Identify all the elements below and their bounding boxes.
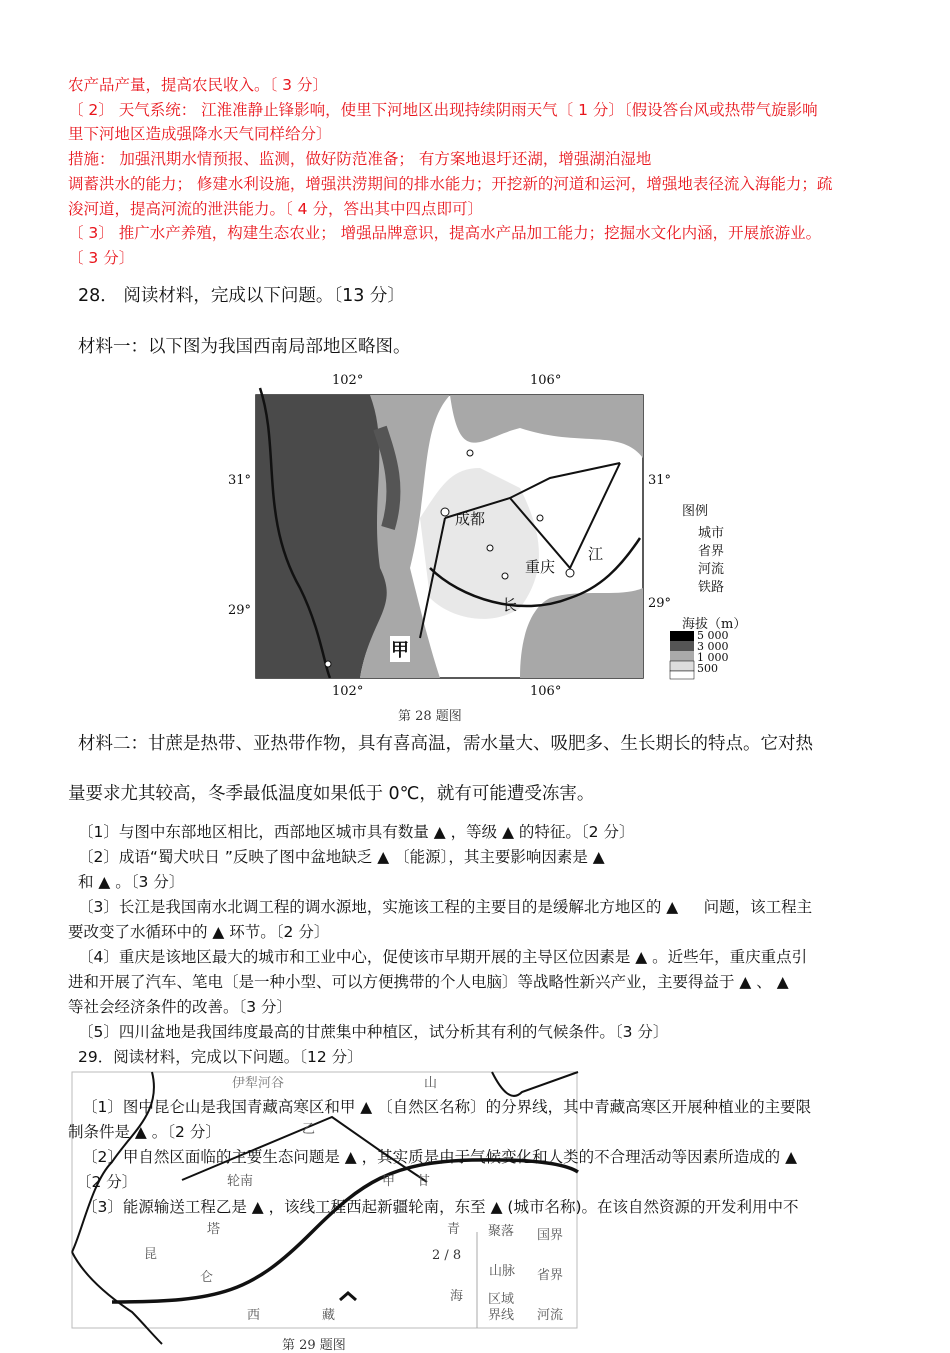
legend-elevation-title: 海拔（m） [682, 617, 747, 632]
answer-line: 〔 3 分〕 [68, 249, 135, 267]
question: 〔3〕能源输送工程乙是 ▲ ，该线工程西起新疆轮南，东至 ▲ (城市名称)。在该自然资源的开发利用中不 [82, 1198, 799, 1216]
question: 〔2〕甲自然区面临的主要生态问题是 ▲ ，其实质是由于气候变化和人类的不合理活动等因素所造成的 ▲ [82, 1148, 797, 1166]
lat-label: 29° [228, 603, 252, 618]
legend-title: 图例 [682, 504, 709, 519]
question: 〔1〕与图中东部地区相比，西部地区城市具有数量 ▲ ，等级 ▲ 的特征。〔2 分〕 [78, 823, 635, 841]
answer-line: 调蓄洪水的能力； 修建水利设施，增强洪涝期间的排水能力；开挖新的河道和运河，增强地表径流入海能力；疏 [68, 175, 833, 193]
place-label: 昆 [144, 1247, 158, 1262]
southwest-china-map [220, 368, 747, 724]
question: 等社会经济条件的改善。〔3 分〕 [68, 998, 293, 1016]
place-label: 伊犁河谷 [232, 1076, 285, 1091]
legend-province-border: 省界 [698, 544, 725, 559]
material-two-cont: 量要求尤其较高，冬季最低温度如果低于 0℃，就有可能遭受冻害。 [68, 784, 595, 804]
place-chang: 长 [502, 596, 518, 614]
q28-title: 28． 阅读材料，完成以下问题。〔13 分〕 [78, 286, 405, 306]
place-label: 青 [447, 1222, 461, 1237]
question: 〔2〕成语“蜀犬吠日 ”反映了图中盆地缺乏 ▲ 〔能源〕，其主要影响因素是 ▲ [78, 848, 605, 866]
legend-national-border: 国界 [537, 1228, 564, 1243]
place-label: 仑 [200, 1270, 214, 1285]
question: 制条件是 ▲ 。〔2 分〕 [68, 1123, 221, 1141]
place-label: 山 [424, 1076, 438, 1091]
legend-river: 河流 [698, 562, 725, 577]
elevation-level: 5 000 [697, 629, 729, 642]
place-jiang: 江 [588, 545, 604, 563]
question: 〔2 分〕 [76, 1173, 138, 1191]
material-two: 材料二：甘蔗是热带、亚热带作物，具有喜高温，需水量大、吸肥多、生长期长的特点。它对热 [78, 734, 813, 754]
page-number: 2 / 8 [432, 1248, 462, 1263]
place-label: 海 [450, 1289, 464, 1304]
lon-label: 106° [530, 373, 562, 388]
place-chengdu: 成都 [455, 510, 486, 528]
answer-line: 〔 2〕 天气系统： 江淮准静止锋影响，使里下河地区出现持续阴雨天气〔 1 分〕〔假设答台风或热带气旋影响 [68, 101, 818, 119]
place-jia: 甲 [382, 1174, 396, 1189]
place-label: 塔 [207, 1222, 221, 1237]
question: 进和开展了汽车、笔电〔是一种小型、可以方便携带的个人电脑〕等战略性新兴产业，主要得益于 ▲ 、 ▲ [68, 973, 789, 991]
question: 〔1〕图中昆仑山是我国青藏高寒区和甲 ▲ 〔自然区名称〕的分界线，其中青藏高寒区开展种植业的主要限 [82, 1098, 812, 1116]
answer-line: 措施： 加强汛期水情预报、监测，做好防范准备； 有方案地退圩还湖，增强湖泊湿地 [68, 150, 652, 168]
question: 〔5〕四川盆地是我国纬度最高的甘蔗集中种植区，试分析其有利的气候条件。〔3 分〕 [78, 1023, 669, 1041]
answer-line: 〔 3〕 推广水产养殖，构建生态农业； 增强品牌意识，提高水产品加工能力；挖掘水文化内涵，开展旅游业。 [68, 224, 822, 242]
q29-title: 29．阅读材料，完成以下问题。〔12 分〕 [78, 1048, 363, 1066]
question: 和 ▲ 。〔3 分〕 [78, 873, 185, 891]
legend-region-boundary: 区域界线 [488, 1292, 515, 1323]
material-one: 材料一：以下图为我国西南局部地区略图。 [78, 337, 411, 357]
legend-city: 城市 [698, 526, 725, 541]
lon-label: 106° [530, 684, 562, 699]
legend-mountain: 山脉 [489, 1264, 516, 1279]
legend-railway: 铁路 [698, 580, 725, 595]
answer-line: 农产品产量，提高农民收入。〔 3 分〕 [68, 76, 328, 94]
place-label: 乙 [302, 1122, 316, 1137]
place-label: 甘 [417, 1174, 431, 1189]
place-label: 藏 [322, 1308, 336, 1323]
legend-settlement: 聚落 [488, 1224, 515, 1239]
legend-river: 河流 [537, 1308, 564, 1323]
place-lunnan: 轮南 [227, 1174, 254, 1189]
question: 〔3〕长江是我国南水北调工程的调水源地，实施该工程的主要目的是缓解北方地区的 ▲ 问题，该工程主 [78, 898, 813, 916]
lon-label: 102° [332, 684, 364, 699]
answer-line: 里下河地区造成强降水天气同样给分〕 [68, 125, 332, 143]
answer-line: 浚河道，提高河流的泄洪能力。〔 4 分，答出其中四点即可〕 [68, 200, 483, 218]
question: 要改变了水循环中的 ▲ 环节。〔2 分〕 [68, 923, 330, 941]
legend-province-border: 省界 [537, 1268, 564, 1283]
elevation-level: 500 [697, 662, 718, 675]
lat-label: 31° [648, 473, 672, 488]
figure-caption: 第 28 题图 [398, 709, 462, 724]
lat-label: 31° [228, 473, 252, 488]
place-label: 西 [247, 1308, 261, 1323]
figure-caption: 第 29 题图 [282, 1338, 346, 1353]
elevation-level: 1 000 [697, 651, 729, 664]
place-jia: 甲 [390, 636, 410, 662]
lon-label: 102° [332, 373, 364, 388]
question: 〔4〕重庆是该地区最大的城市和工业中心，促使该市早期开展的主导区位因素是 ▲ 。近些年，重庆重点引 [78, 948, 808, 966]
place-chongqing: 重庆 [525, 558, 556, 576]
lat-label: 29° [648, 596, 672, 611]
elevation-level: 3 000 [697, 640, 729, 653]
